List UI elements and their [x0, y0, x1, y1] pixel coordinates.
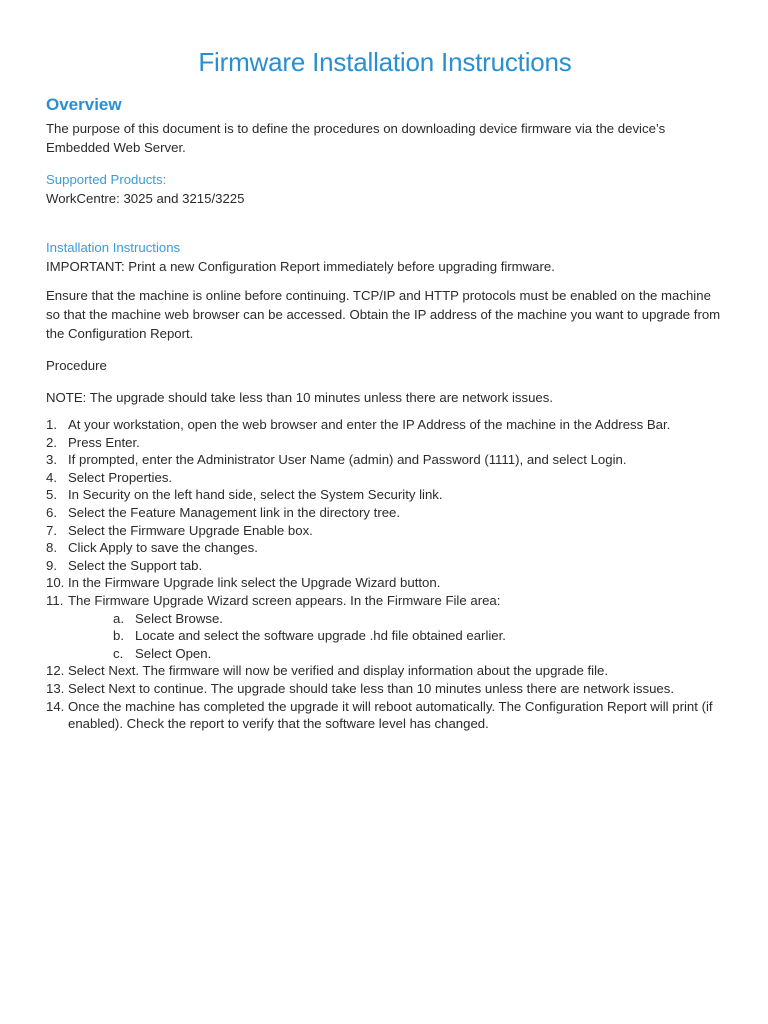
important-note: IMPORTANT: Print a new Configuration Report immediately before upgrading firmware. [46, 259, 555, 274]
list-item: 6. Select the Feature Management link in the directory tree. [46, 504, 401, 520]
list-item: 11. The Firmware Upgrade Wizard screen appears. In the Firmware File area: a. Select Browse. b. Locate and select the software upgrade .hd file obtained earlier. c. Select Open. [46, 592, 724, 662]
installation-heading: Installation Instructions [46, 240, 181, 255]
list-item: 1. At your workstation, open the web browser and enter the IP Address of the machine in the Address Bar. [46, 417, 671, 432]
list-item: 8. Click Apply to save the changes. [46, 540, 258, 556]
upgrade-note: NOTE: The upgrade should take less than 10 minutes unless there are network issues. [46, 390, 554, 405]
overview-heading: Overview [46, 95, 122, 114]
firmware-file-substeps [68, 610, 724, 663]
list-item: c. Select Open. [113, 645, 212, 661]
supported-products-heading: Supported Products: [46, 172, 167, 187]
list-item: 14. Once the machine has completed the upgrade it will reboot automatically. The Configuration Report will print (if enabled). Check the report to verify that the software level has changed. [46, 698, 713, 732]
list-item: 2. Press Enter. [46, 434, 140, 450]
list-item: b. Locate and select the software upgrade .hd file obtained earlier. [113, 628, 506, 644]
list-item: 12. Select Next. The firmware will now be verified and display information about the upgrade file. [46, 663, 608, 679]
list-item: 5. In Security on the left hand side, select the System Security link. [46, 487, 443, 503]
supported-products-text: WorkCentre: 3025 and 3215/3225 [46, 191, 245, 206]
procedure-steps [46, 416, 724, 733]
list-item: 10. In the Firmware Upgrade link select the Upgrade Wizard button. [46, 575, 441, 591]
list-item: 9. Select the Support tab. [46, 557, 203, 573]
overview-text: The purpose of this document is to define the procedures on downloading device firmware via the device’s Embedded Web Server. [46, 121, 666, 155]
document-title: Firmware Installation Instructions [198, 47, 572, 77]
list-item: 3. If prompted, enter the Administrator User Name (admin) and Password (1111), and select Login. [46, 452, 627, 468]
list-item: a. Select Browse. [113, 610, 223, 626]
procedure-label: Procedure [46, 358, 107, 373]
list-item: 13. Select Next to continue. The upgrade should take less than 10 minutes unless there are network issues. [46, 680, 675, 696]
list-item: 7. Select the Firmware Upgrade Enable box. [46, 522, 313, 538]
list-item: 4. Select Properties. [46, 469, 173, 485]
ensure-paragraph: Ensure that the machine is online before continuing. TCP/IP and HTTP protocols must be enabled on the machine so that the machine web browser can be accessed. Obtain the IP address of the machine you want to upgrade from the Configuration Report. [46, 288, 721, 341]
